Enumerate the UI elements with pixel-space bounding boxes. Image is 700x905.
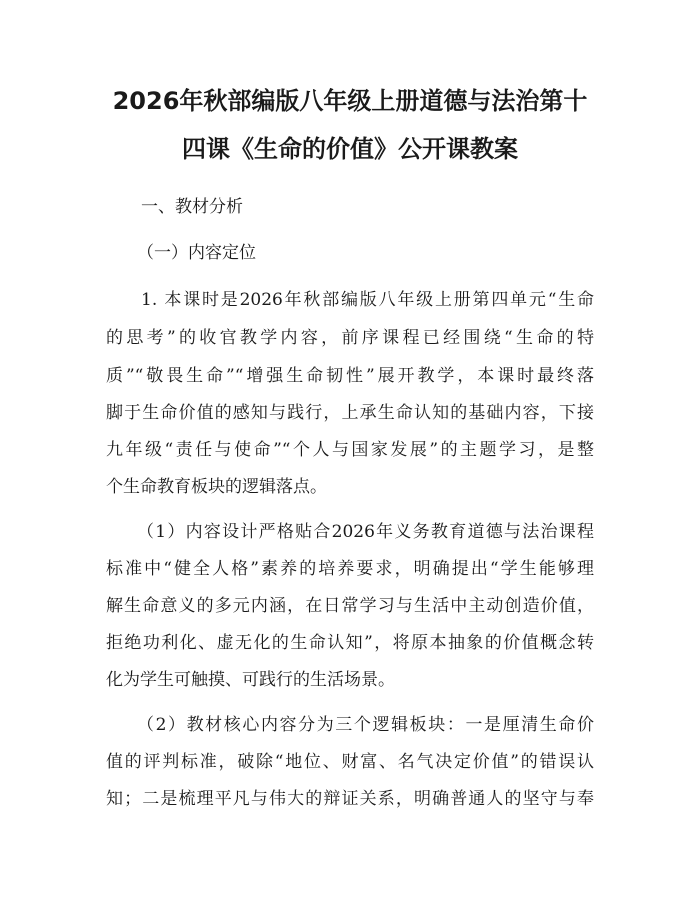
paragraph-1-line-4: 脚于生命价值的感知与践行，上承生命认知的基础内容，下接	[106, 403, 594, 423]
section-heading: 一、教材分析	[141, 197, 243, 217]
paragraph-1-line-6: 个生命教育板块的逻辑落点。	[106, 477, 327, 497]
paragraph-2-line-1: （1）内容设计严格贴合2026年义务教育道德与法治课程	[137, 522, 594, 542]
paragraph-2-line-2: 标准中“健全人格”素养的培养要求，明确提出“学生能够理	[106, 559, 594, 579]
title-line-2: 四课《生命的价值》公开课教案	[182, 135, 518, 163]
paragraph-2-line-5: 化为学生可触摸、可践行的生活场景。	[106, 670, 395, 690]
paragraph-1-line-2: 的思考”的收官教学内容，前序课程已经围绕“生命的特	[106, 328, 594, 348]
subsection-heading: （一）内容定位	[137, 243, 256, 263]
paragraph-2-line-4: 拒绝功利化、虚无化的生命认知”，将原本抽象的价值概念转	[106, 633, 594, 653]
paragraph-1-line-1: 1. 本课时是2026年秋部编版八年级上册第四单元“生命	[141, 290, 594, 310]
paragraph-2-line-3: 解生命意义的多元内涵，在日常学习与生活中主动创造价值，	[106, 596, 594, 616]
paragraph-3-line-2: 值的评判标准，破除“地位、财富、名气决定价值”的错误认	[106, 752, 594, 772]
paragraph-1-line-5: 九年级“责任与使命”“个人与国家发展”的主题学习，是整	[106, 440, 594, 460]
paragraph-3-line-3: 知；二是梳理平凡与伟大的辩证关系，明确普通人的坚守与奉	[106, 789, 594, 809]
title-line-1: 2026年秋部编版八年级上册道德与法治第十	[112, 87, 588, 115]
paragraph-1-line-3: 质”“敬畏生命”“增强生命韧性”展开教学，本课时最终落	[106, 366, 594, 386]
paragraph-3-line-1: （2）教材核心内容分为三个逻辑板块：一是厘清生命价	[137, 715, 594, 735]
